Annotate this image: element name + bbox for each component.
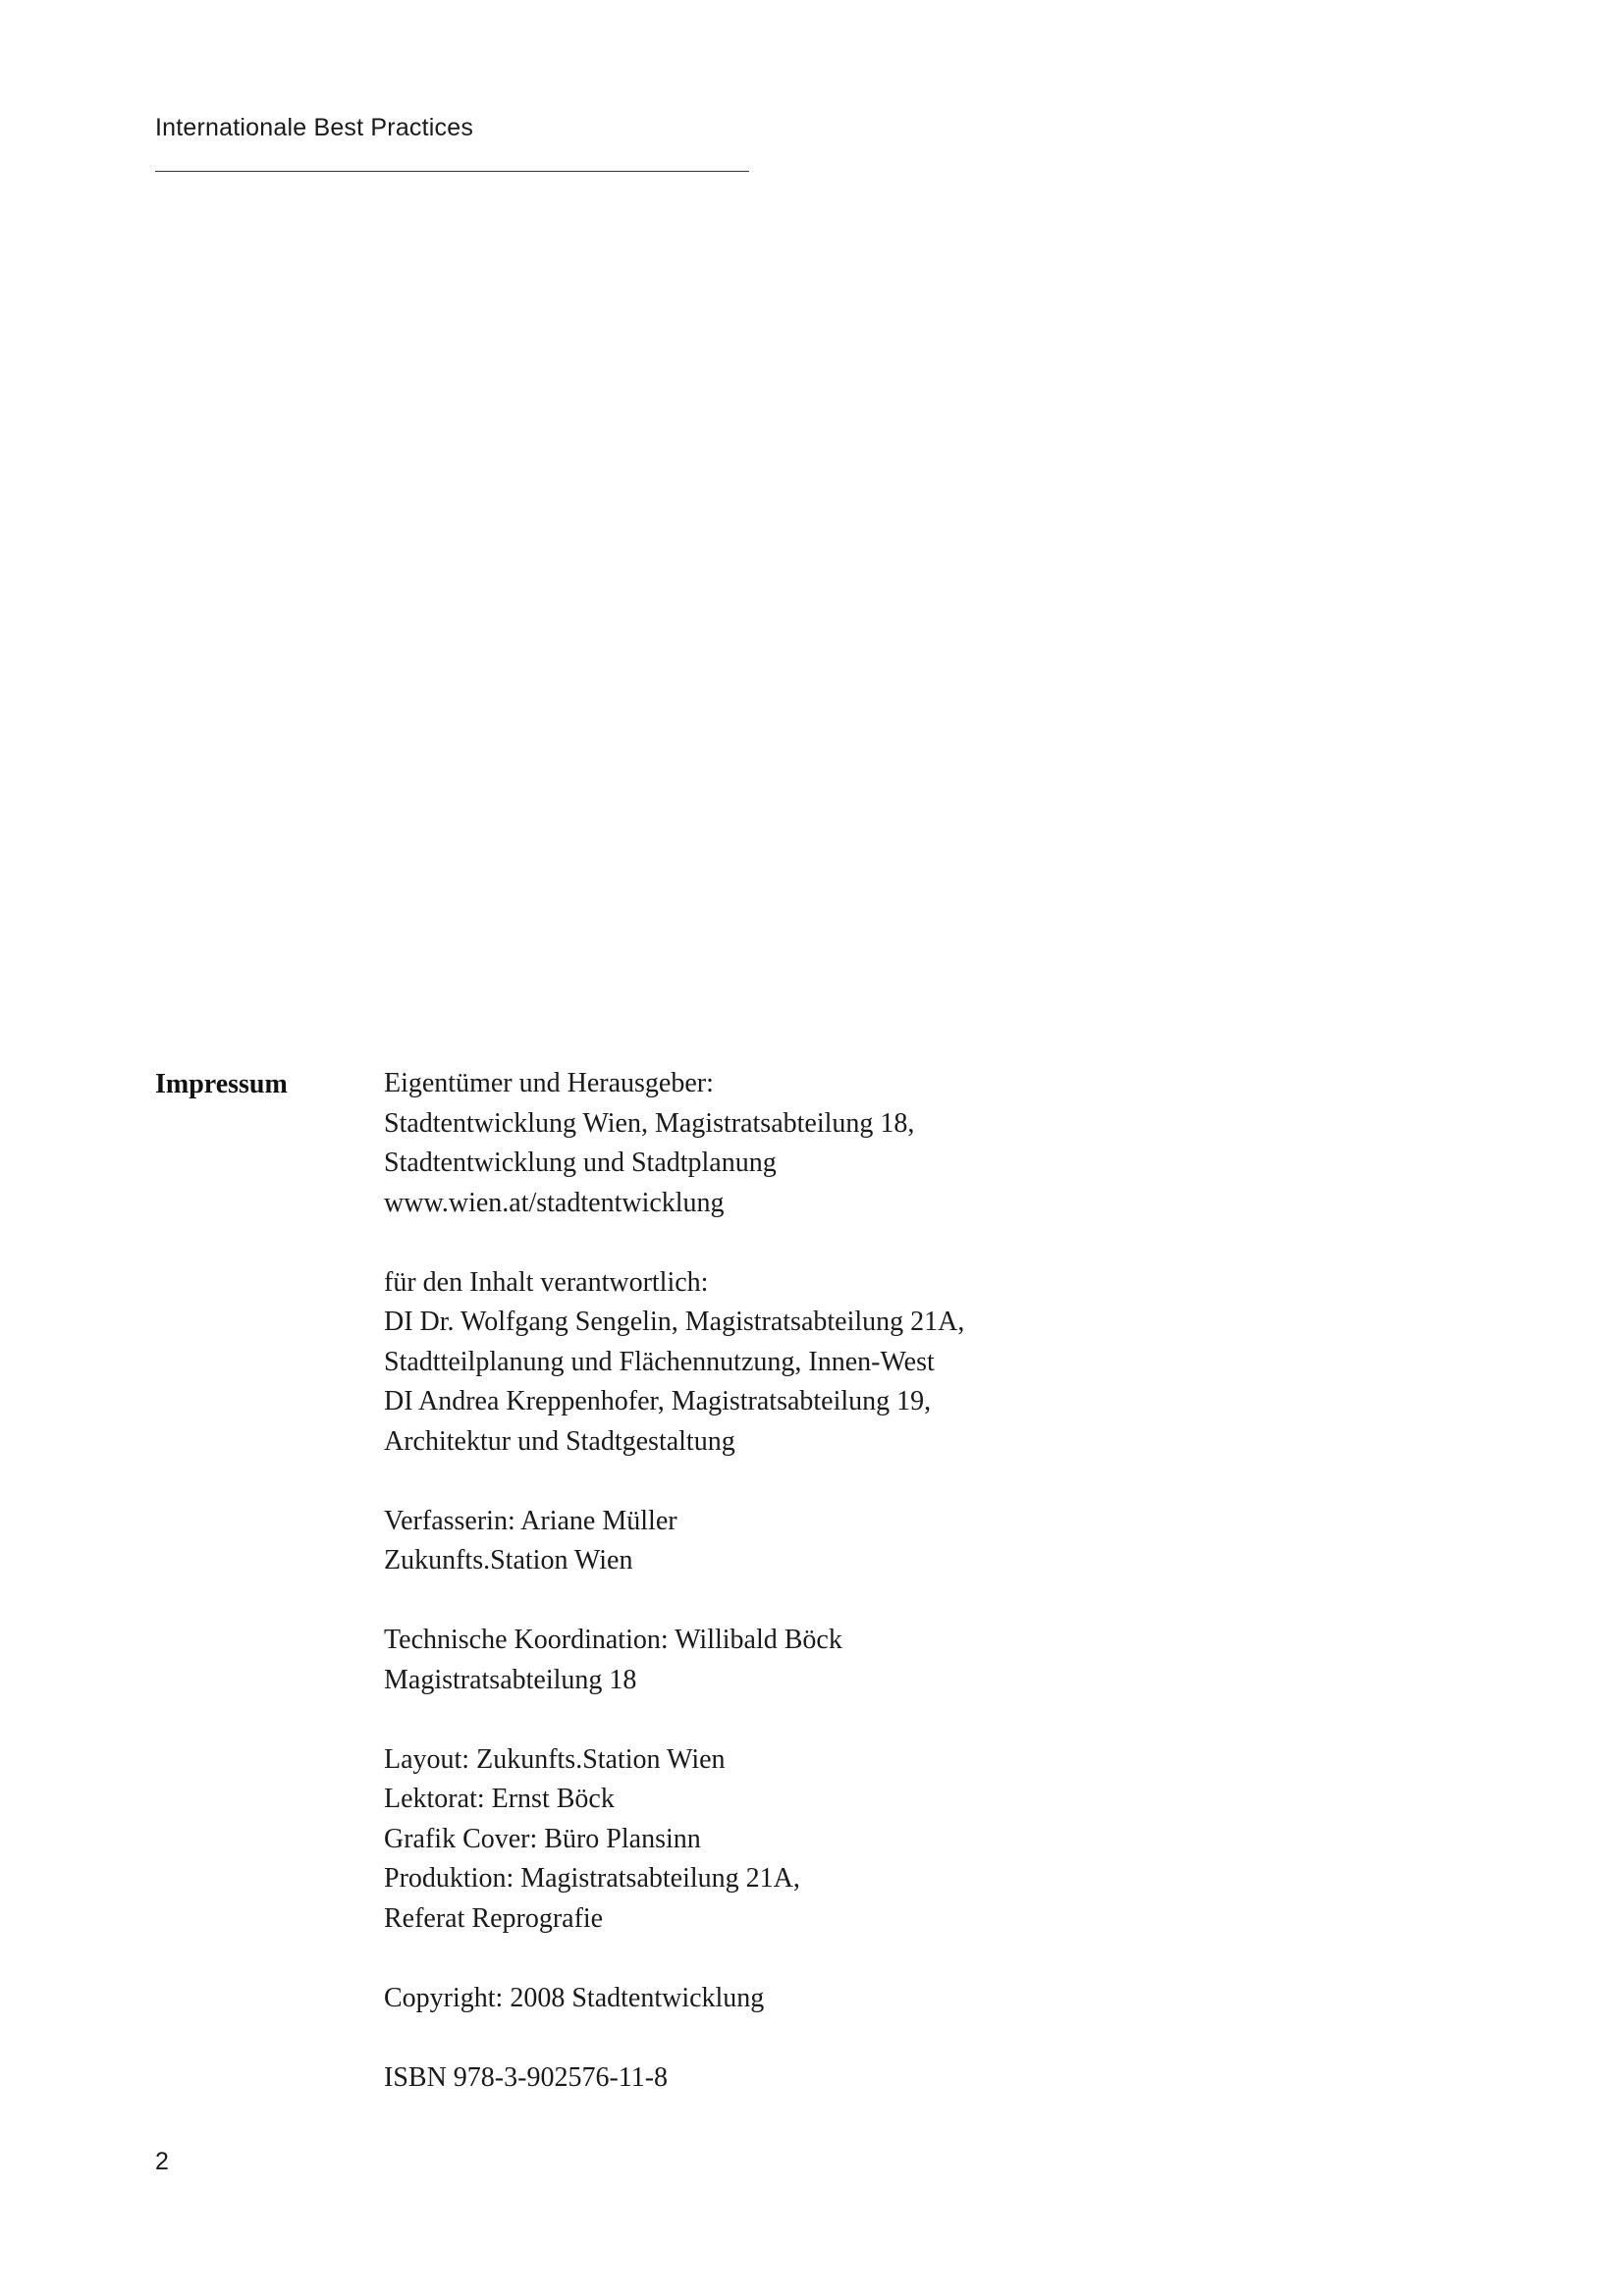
reprography-credit: Referat Reprografie: [384, 1902, 604, 1934]
publisher-name: Stadtentwicklung Wien, Magistratsabteilung 18,: [384, 1107, 915, 1139]
coordination-name: Technische Koordination: Willibald Böck: [384, 1625, 842, 1655]
isbn-line: ISBN 978-3-902576-11-8: [384, 2061, 669, 2093]
impressum-heading: Impressum: [155, 1069, 288, 1099]
publisher-heading: Eigentümer und Herausgeber:: [384, 1068, 714, 1098]
responsible-heading: für den Inhalt verantwortlich:: [384, 1266, 709, 1298]
responsible-person-2: DI Andrea Kreppenhofer, Magistratsabteilung 19,: [384, 1386, 932, 1416]
publisher-department: Stadtentwicklung und Stadtplanung: [384, 1148, 777, 1178]
copyright-line: Copyright: 2008 Stadtentwicklung: [384, 1982, 765, 2013]
page-number: 2: [155, 2148, 169, 2175]
isbn-block: [384, 2058, 1268, 2099]
publisher-block: [384, 1064, 1268, 1223]
production-credit: Produktion: Magistratsabteilung 21A,: [384, 1863, 800, 1894]
impressum-body: [384, 1064, 1268, 2098]
coordination-unit: Magistratsabteilung 18: [384, 1664, 637, 1695]
editing-credit: Lektorat: Ernst Böck: [384, 1784, 615, 1814]
responsible-person-2-unit: Architektur und Stadtgestaltung: [384, 1425, 735, 1457]
coordination-block: [384, 1621, 1268, 1700]
author-name: Verfasserin: Ariane Müller: [384, 1505, 677, 1536]
running-header: Internationale Best Practices: [155, 114, 474, 141]
cover-graphics-credit: Grafik Cover: Büro Plansinn: [384, 1823, 701, 1854]
production-block: [384, 1740, 1268, 1940]
author-block: [384, 1502, 1268, 1581]
publisher-website: www.wien.at/stadtentwicklung: [384, 1187, 725, 1218]
responsible-block: [384, 1263, 1268, 1463]
layout-credit: Layout: Zukunfts.Station Wien: [384, 1743, 726, 1775]
responsible-person-1: DI Dr. Wolfgang Sengelin, Magistratsabteilung 21A,: [384, 1307, 965, 1337]
responsible-person-1-unit: Stadtteilplanung und Flächennutzung, Innen-West: [384, 1346, 935, 1377]
author-organization: Zukunfts.Station Wien: [384, 1545, 633, 1575]
header-rule: [155, 171, 749, 172]
copyright-block: [384, 1979, 1268, 2019]
